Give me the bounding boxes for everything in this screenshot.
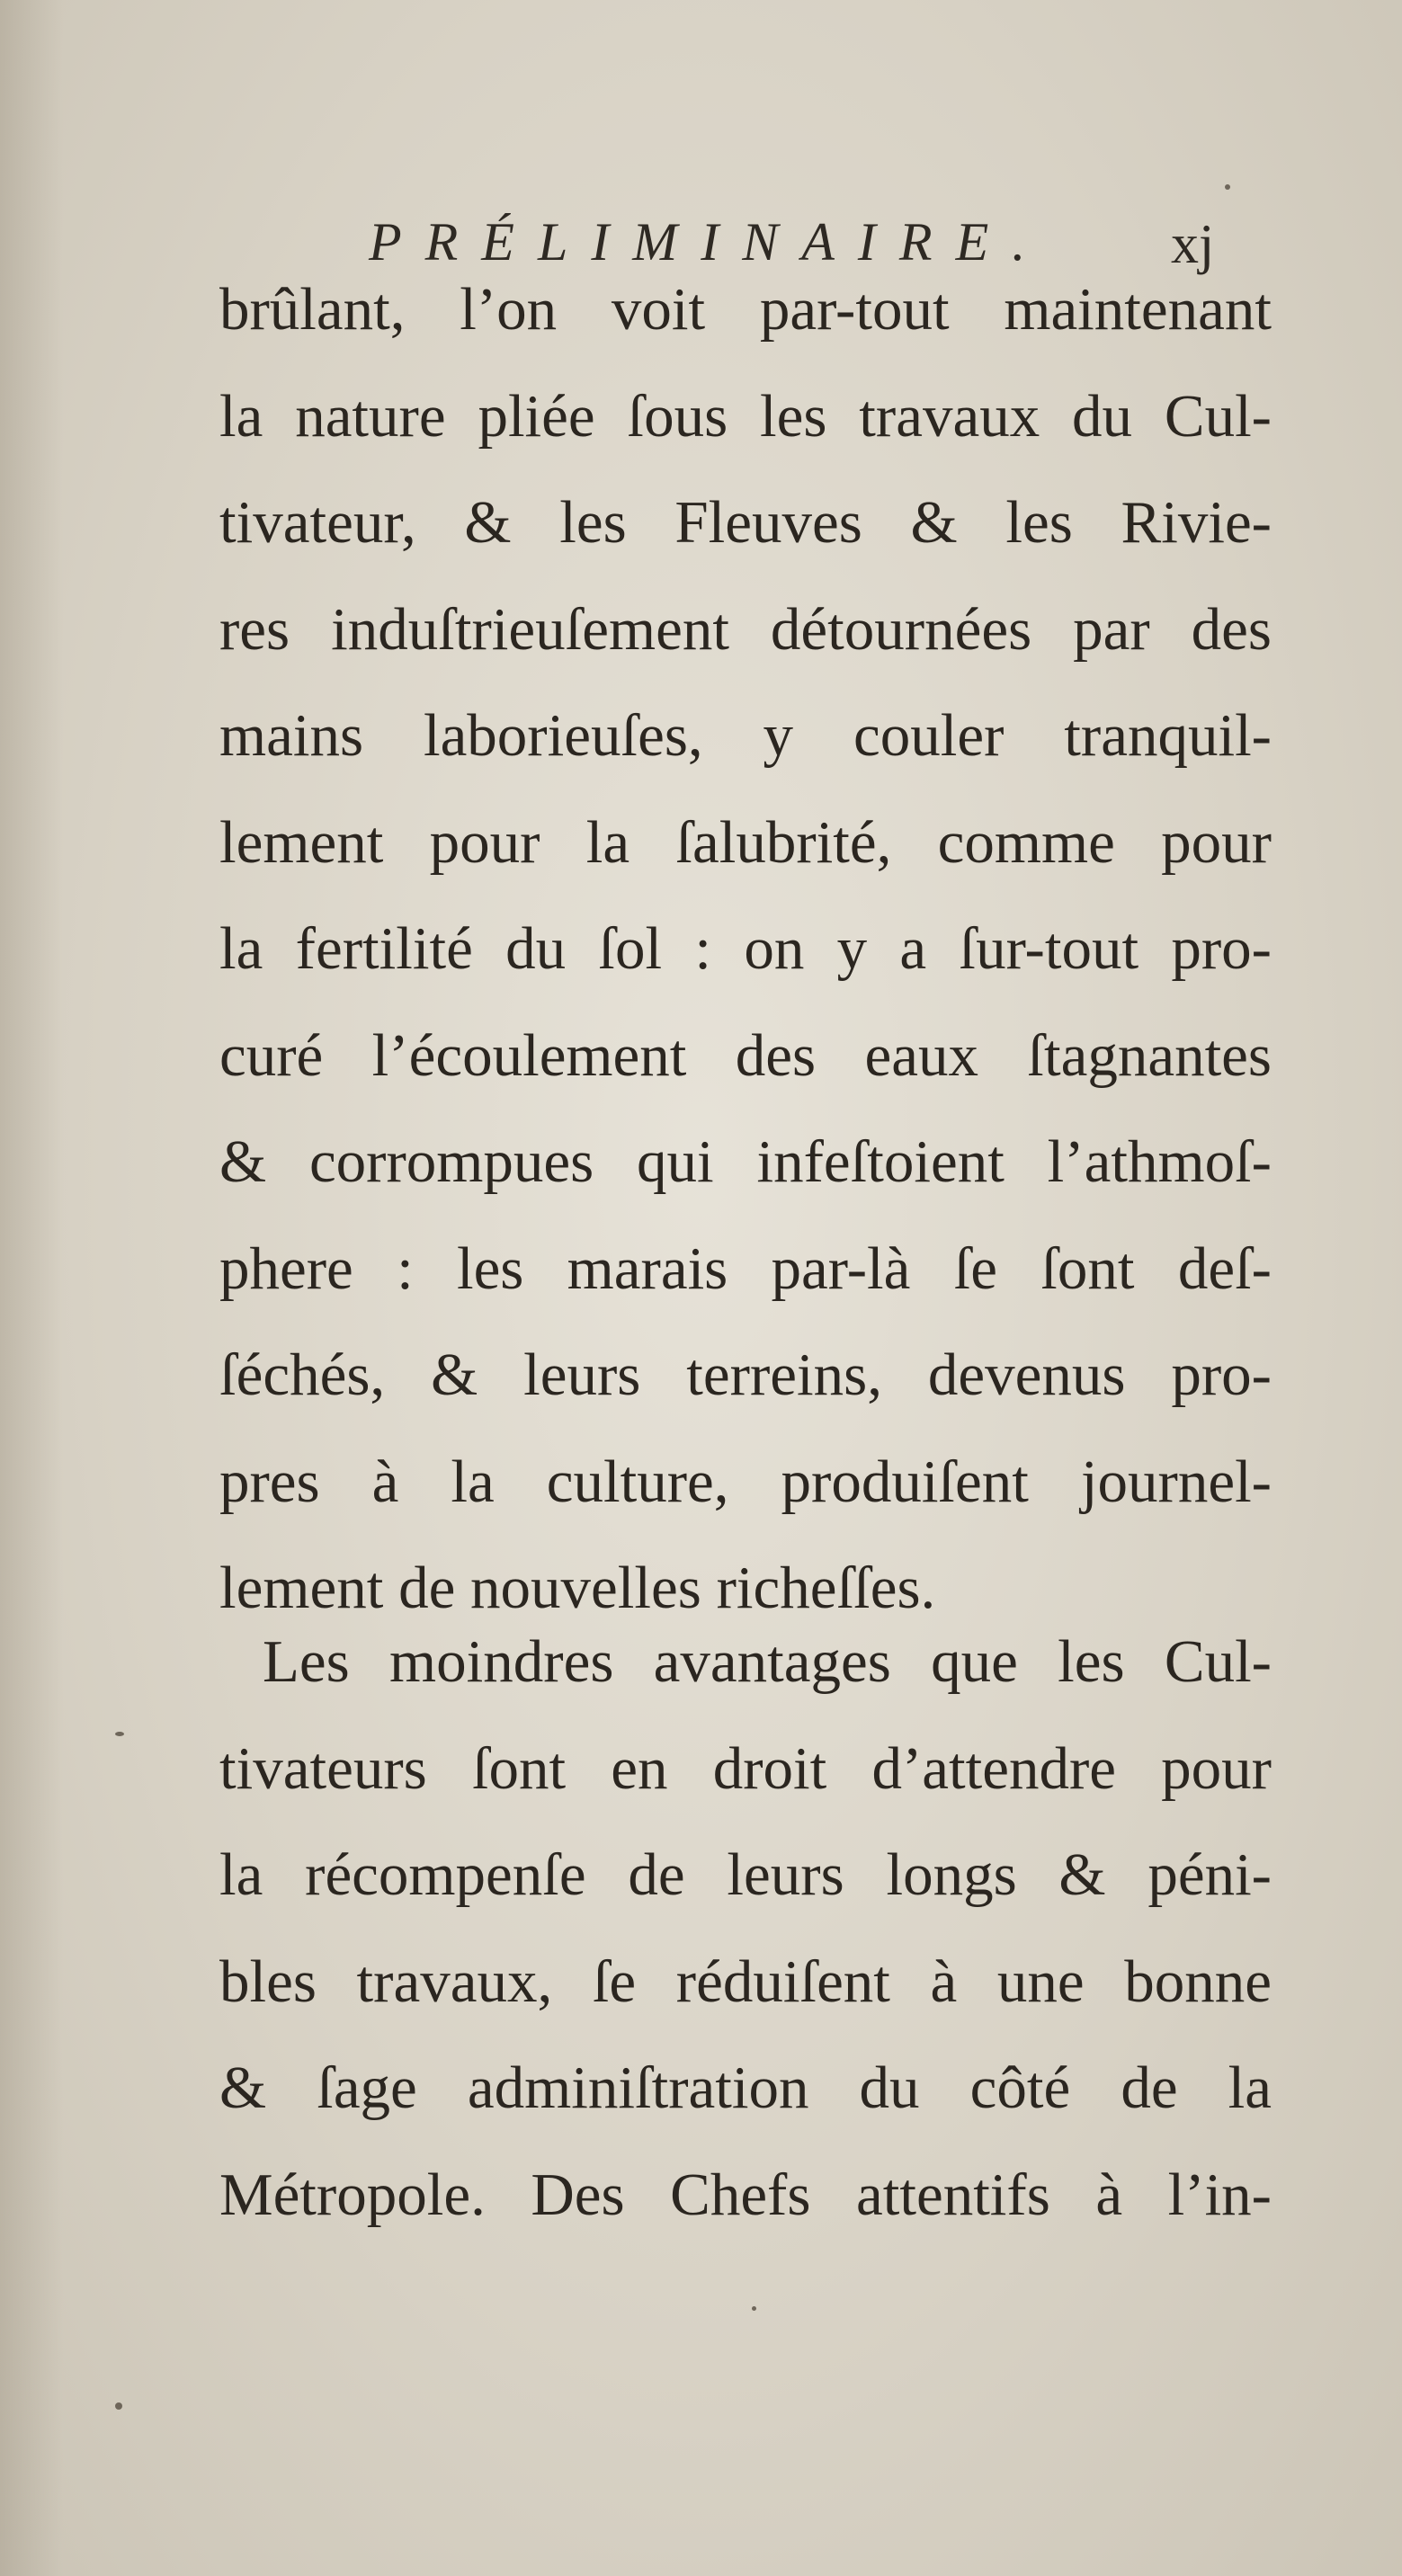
paragraph-1: [219, 256, 1272, 1642]
text-line: phere : les marais par-là ſe ſont deſ-: [219, 1235, 1272, 1302]
text-line: lement de nouvelles richeſſes.: [219, 1555, 936, 1621]
text-line: curé l’écoulement des eaux ſtagnantes: [219, 1021, 1272, 1089]
page-edge-shadow: [0, 0, 63, 2576]
paper-speck: [752, 2306, 756, 2311]
text-line: lement pour la ſalubrité, comme pour: [219, 808, 1272, 876]
text-line: la récompenſe de leurs longs & péni-: [219, 1841, 1272, 1908]
text-line: pres à la culture, produiſent journel-: [219, 1448, 1272, 1515]
text-line: brûlant, l’on voit par-tout maintenant: [219, 276, 1272, 343]
text-line: res induſtrieuſement détournées par des: [219, 595, 1272, 663]
text-line: bles travaux, ſe réduiſent à une bonne: [219, 1948, 1272, 2015]
running-title: PRÉLIMINAIRE.: [369, 212, 1049, 272]
paper-speck: [115, 2402, 122, 2410]
text-line: la nature pliée ſous les travaux du Cul-: [219, 382, 1272, 450]
text-line: ſéchés, & leurs terreins, devenus pro-: [219, 1341, 1272, 1408]
paper-speck: [1225, 184, 1230, 190]
text-line: tivateurs ſont en droit d’attendre pour: [219, 1734, 1272, 1802]
paper-speck: [115, 1732, 124, 1736]
text-line: la fertilité du ſol : on y a ſur-tout pro-: [219, 915, 1272, 982]
text-line: & corrompues qui infeſtoient l’athmoſ-: [219, 1128, 1272, 1195]
text-line: Les moindres avantages que les Cul-: [263, 1628, 1272, 1695]
page-number: xj: [1171, 214, 1215, 275]
text-line: Métropole. Des Chefs attentifs à l’in-: [219, 2161, 1272, 2228]
text-line: & ſage adminiſtration du côté de la: [219, 2055, 1272, 2121]
text-line: tivateur, & les Fleuves & les Rivie-: [219, 489, 1272, 556]
paragraph-2: [219, 1609, 1272, 2248]
text-line: mains laborieuſes, y couler tranquil-: [219, 702, 1272, 769]
